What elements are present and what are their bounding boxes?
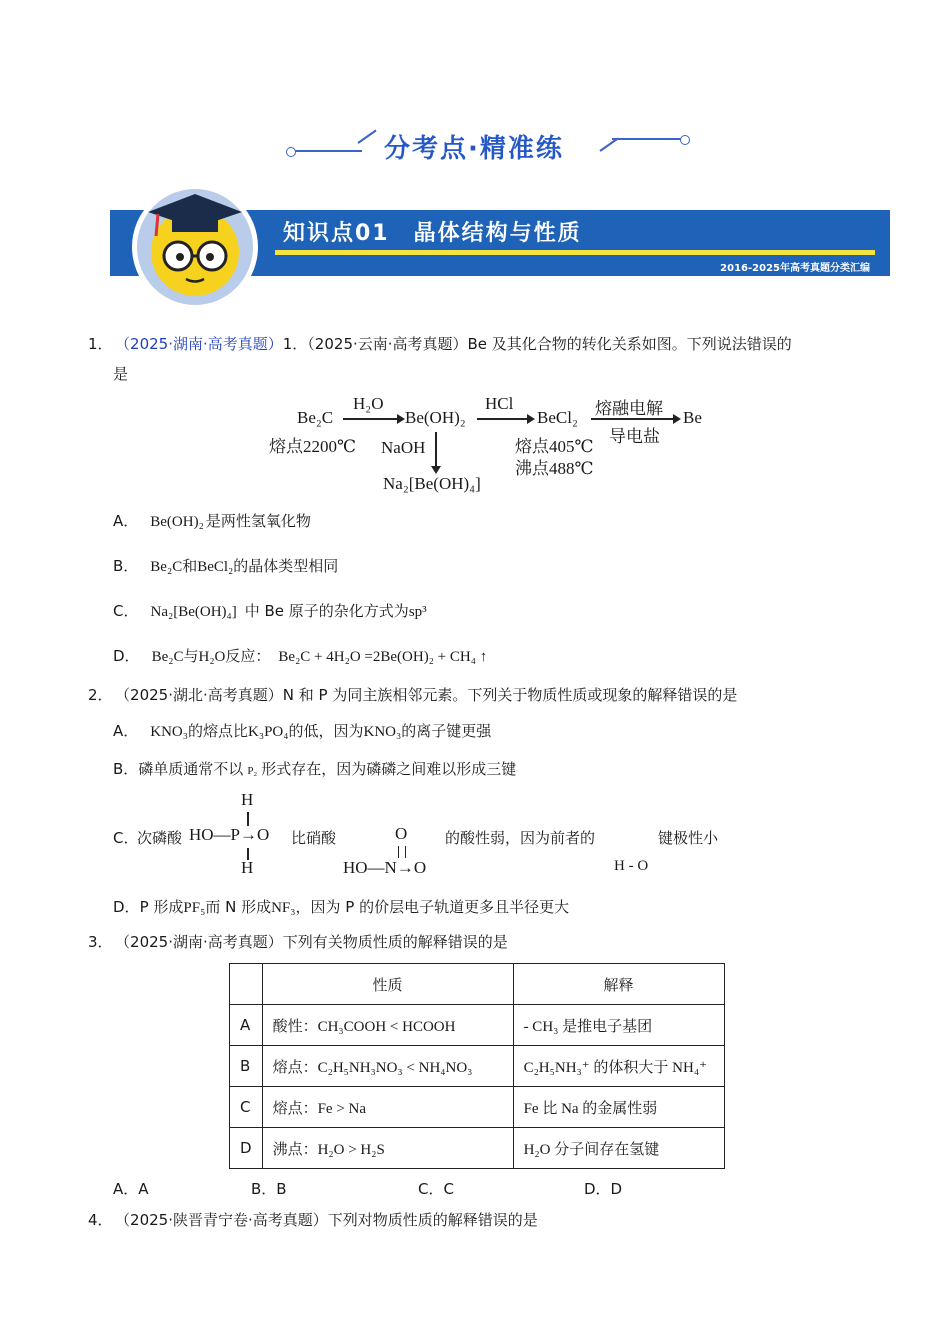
- banner-subtitle: 2016-2025年高考真题分类汇编: [720, 263, 870, 274]
- q1-option-d[interactable]: D． Be₂C与H₂O反应： Be₂C + 4H₂O =2Be(OH)₂ + CH₄ ↑: [113, 647, 488, 665]
- mascot-icon: [128, 180, 263, 315]
- diagram-salt: 导电盐: [609, 427, 660, 446]
- diagram-arrow-2-head: [527, 414, 535, 424]
- banner-underline: [275, 250, 875, 255]
- diagram-na2beoh4: Na₂[Be(OH)₄]: [383, 474, 481, 493]
- diagram-arrow-3: [591, 418, 677, 420]
- hno3-double-bond: [398, 846, 406, 858]
- diagram-becl2-mp: 熔点405℃: [515, 437, 594, 456]
- q3-stem: （2025·湖南·高考真题）下列有关物质性质的解释错误的是: [122, 933, 508, 951]
- hno3-structure-mid: HO—N→O: [343, 858, 427, 877]
- diagram-arrow-2: [477, 418, 531, 420]
- q3-choice-a[interactable]: A．A: [113, 1180, 149, 1198]
- diagram-hcl: HCl: [485, 394, 514, 413]
- table-header-cell: 性质: [262, 964, 513, 1005]
- diagram-electrolysis: 熔融电解: [595, 399, 663, 418]
- q2-option-b[interactable]: B．磷单质通常不以 P₂ 形式存在，因为磷磷之间难以形成三键: [113, 760, 517, 778]
- diagram-arrow-1: [343, 418, 401, 420]
- diagram-beoh2: Be(OH)₂: [405, 408, 466, 427]
- q1-stem-line2: 是: [113, 365, 129, 383]
- title-dot-right: [680, 135, 690, 145]
- q2-option-d[interactable]: D．P 形成PF₅而 N 形成NF₃，因为 P 的价层电子轨道更多且半径更大: [113, 898, 570, 916]
- h3po2-structure-mid: HO—P→O: [189, 825, 270, 844]
- diagram-becl2-bp: 沸点488℃: [515, 459, 594, 478]
- question-4: 4． （2025·陕晋青宁卷·高考真题）下列对物质性质的解释错误的是: [88, 1211, 538, 1229]
- table-row: D 沸点：H₂O > H₂S H₂O 分子间存在氢键: [230, 1128, 725, 1169]
- question-1: [88, 332, 792, 356]
- q1-stem-line1: 1．（2025·云南·高考真题）Be 及其化合物的转化关系如图。下列说法错误的: [282, 335, 792, 353]
- diagram-arrow-down: [435, 432, 437, 470]
- question-3: 3． （2025·湖南·高考真题）下列有关物质性质的解释错误的是: [88, 933, 508, 951]
- q1-option-a[interactable]: A． Be(OH)₂ 是两性氢氧化物: [113, 512, 311, 530]
- diagram-be2c: Be₂C: [297, 408, 334, 427]
- question-2: 2． （2025·湖北·高考真题）N 和 P 为同主族相邻元素。下列关于物质性质或现象的解释错误的是: [88, 686, 738, 704]
- q3-table: [229, 963, 725, 1169]
- q1-a-formula: Be(OH)₂: [150, 514, 204, 530]
- table-header-row: [230, 964, 725, 1005]
- diagram-naoh: NaOH: [381, 438, 426, 457]
- h3po2-structure-top: H: [241, 790, 254, 809]
- title-dot-left: [286, 147, 296, 157]
- q2-stem: （2025·湖北·高考真题）N 和 P 为同主族相邻元素。下列关于物质性质或现象的解释错误的是: [122, 686, 738, 704]
- q4-stem: （2025·陕晋青宁卷·高考真题）下列对物质性质的解释错误的是: [122, 1211, 538, 1229]
- diagram-becl2: BeCl₂: [537, 408, 578, 427]
- diagram-arrow-1-head: [397, 414, 405, 424]
- table-row: B 熔点：C₂H₅NH₃NO₃ < NH₄NO₃ C₂H₅NH₃⁺ 的体积大于 NH₄⁺: [230, 1046, 725, 1087]
- diagram-h2o: H₂O: [353, 394, 384, 413]
- q1-source-link[interactable]: （2025·湖南·高考真题）: [122, 335, 283, 353]
- q3-choice-d[interactable]: D．D: [584, 1180, 623, 1198]
- h-o-bond-label: H - O: [614, 858, 649, 874]
- table-header-cell: 解释: [513, 964, 724, 1005]
- title-line-left-slant: [357, 130, 376, 144]
- diagram-arrow-down-head: [431, 466, 441, 474]
- h3po2-structure-bot: H: [241, 858, 254, 877]
- banner-title: 知识点01 晶体结构与性质: [283, 221, 582, 246]
- q1-option-b[interactable]: B． Be₂C和BeCl₂的晶体类型相同: [113, 557, 339, 575]
- h3po2-bond-top: [247, 812, 249, 826]
- q2-option-a[interactable]: A． KNO₃的熔点比K₃PO₄的低，因为KNO₃的离子键更强: [113, 722, 492, 740]
- title-line-right: [612, 138, 682, 140]
- q1-number: 1．: [88, 335, 113, 353]
- diagram-arrow-3-head: [673, 414, 681, 424]
- table-row: A 酸性：CH₃COOH < HCOOH - CH₃ 是推电子基团: [230, 1005, 725, 1046]
- q1-reaction-diagram: [265, 390, 725, 495]
- q1-option-c[interactable]: C． Na₂[Be(OH)₄] 中 Be 原子的杂化方式为sp³: [113, 602, 427, 620]
- q3-choice-c[interactable]: C．C: [418, 1180, 454, 1198]
- q2-option-c[interactable]: C． 次磷酸 H HO—P→O H 比硝酸 O HO—N→O 的酸性弱，因为前者的 键极性小 H - O: [113, 790, 719, 877]
- table-row: C 熔点：Fe > Na Fe 比 Na 的金属性弱: [230, 1087, 725, 1128]
- diagram-be: Be: [683, 408, 702, 427]
- q3-choice-b[interactable]: B．B: [251, 1180, 287, 1198]
- table-header-cell: [230, 964, 263, 1005]
- hno3-structure-top: O: [395, 824, 408, 843]
- title-line-left: [290, 150, 362, 152]
- section-title: 分考点·精准练: [384, 134, 564, 164]
- diagram-be2c-mp: 熔点2200℃: [269, 437, 357, 456]
